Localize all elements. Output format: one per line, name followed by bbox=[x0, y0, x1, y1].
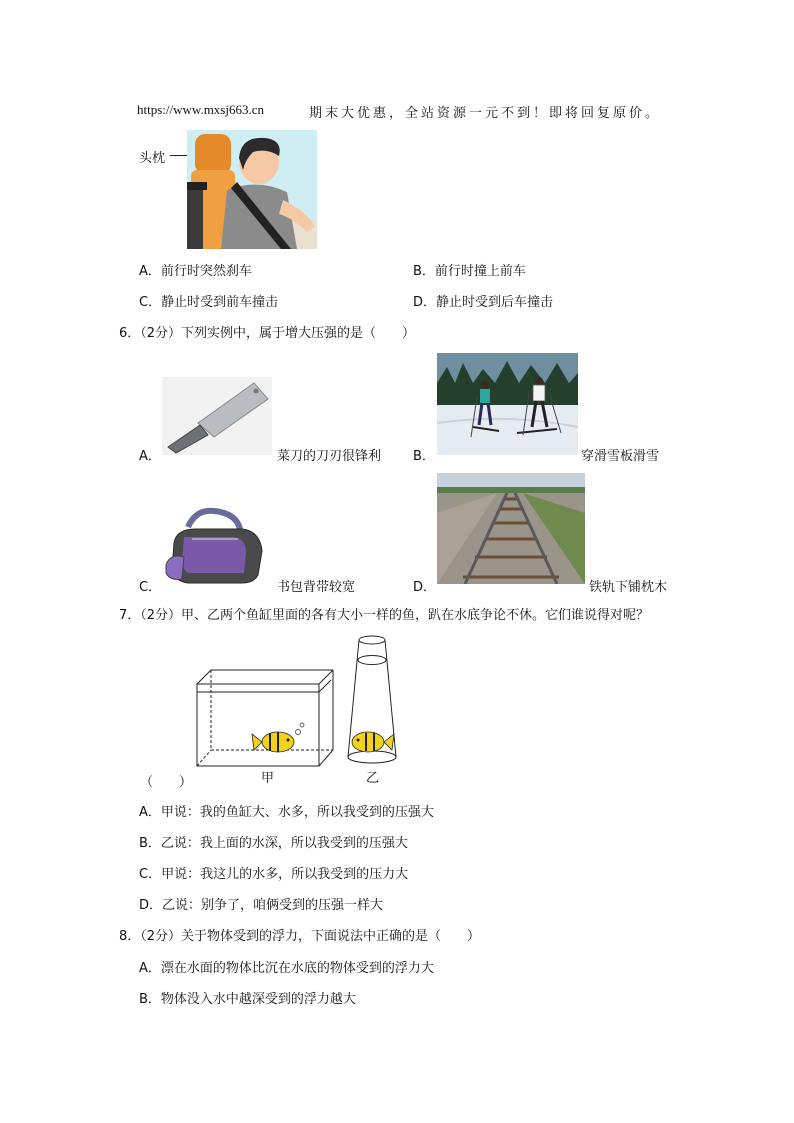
q7-option-a[interactable] bbox=[139, 801, 434, 820]
car-seat-illustration bbox=[187, 130, 317, 249]
q5-option-b[interactable] bbox=[413, 260, 526, 279]
q6-option-a-letter[interactable]: A． bbox=[139, 449, 161, 464]
q7-stem: 7．（2分）甲、乙两个鱼缸里面的各有大小一样的鱼，趴在水底争论不休。它们谁说得对呢？ bbox=[119, 608, 650, 623]
skiing-image bbox=[437, 353, 578, 455]
option-text: 乙说：别争了，咱俩受到的压强一样大 bbox=[162, 898, 384, 913]
option-text: 静止时受到前车撞击 bbox=[161, 295, 279, 310]
option-letter: A． bbox=[139, 805, 161, 820]
option-letter: A． bbox=[139, 264, 161, 279]
railway-image bbox=[437, 473, 585, 584]
option-text: 漂在水面的物体比沉在水底的物体受到的浮力大 bbox=[160, 961, 434, 976]
q8-stem: 8．（2分）关于物体受到的浮力，下面说法中正确的是（ ） bbox=[119, 929, 481, 944]
q5-option-a[interactable] bbox=[139, 260, 252, 279]
fish-jia-icon bbox=[252, 732, 294, 752]
q6-option-d-text[interactable]: 铁轨下铺枕木 bbox=[589, 580, 668, 595]
q5-option-d[interactable] bbox=[413, 291, 553, 310]
q6-option-c-letter[interactable]: C． bbox=[139, 580, 162, 595]
option-letter: B． bbox=[413, 264, 435, 279]
q6-option-b-text[interactable]: 穿滑雪板滑雪 bbox=[581, 449, 660, 464]
label-jia: 甲 bbox=[261, 771, 275, 786]
option-letter: C． bbox=[139, 295, 162, 310]
q5-option-c[interactable] bbox=[139, 291, 278, 310]
label-yi: 乙 bbox=[366, 771, 380, 786]
q7-option-d[interactable] bbox=[139, 894, 383, 913]
q7-option-c[interactable] bbox=[139, 863, 408, 882]
option-letter: D． bbox=[139, 898, 163, 913]
q6-option-a-text[interactable]: 菜刀的刀刃很锋利 bbox=[277, 449, 382, 464]
option-text: 前行时撞上前车 bbox=[434, 264, 526, 279]
q7-option-b[interactable] bbox=[139, 832, 408, 851]
fish-tanks-diagram bbox=[190, 632, 410, 772]
option-text: 静止时受到后车撞击 bbox=[436, 295, 554, 310]
option-text: 物体没入水中越深受到的浮力越大 bbox=[160, 992, 356, 1007]
option-text: 乙说：我上面的水深，所以我受到的压强大 bbox=[160, 836, 408, 851]
headrest-label: 头枕 bbox=[139, 151, 166, 166]
option-letter: B． bbox=[139, 992, 161, 1007]
option-letter: D． bbox=[413, 295, 437, 310]
q6-option-d-letter[interactable]: D． bbox=[413, 580, 437, 595]
header-url: https://www.mxsj663.cn bbox=[137, 102, 264, 117]
option-letter: B． bbox=[139, 836, 161, 851]
q7-paren: （ ） bbox=[140, 775, 193, 790]
fish-yi-icon bbox=[352, 732, 394, 752]
q8-option-b[interactable] bbox=[139, 988, 356, 1007]
q6-stem: 6．（2分）下列实例中，属于增大压强的是（ ） bbox=[119, 326, 416, 341]
option-text: 甲说：我这儿的水多，所以我受到的压力大 bbox=[161, 867, 409, 882]
q8-option-a[interactable] bbox=[139, 957, 434, 976]
option-text: 前行时突然刹车 bbox=[160, 264, 252, 279]
option-letter: A． bbox=[139, 961, 161, 976]
q6-option-b-letter[interactable]: B． bbox=[413, 449, 435, 464]
option-text: 甲说：我的鱼缸大、水多，所以我受到的压强大 bbox=[160, 805, 434, 820]
option-letter: C． bbox=[139, 867, 162, 882]
q6-option-c-text[interactable]: 书包背带较宽 bbox=[277, 580, 356, 595]
header-promo: 期末大优惠，全站资源一元不到！即将回复原价。 bbox=[309, 106, 662, 121]
knife-image bbox=[162, 377, 272, 455]
backpack-image bbox=[162, 507, 268, 587]
